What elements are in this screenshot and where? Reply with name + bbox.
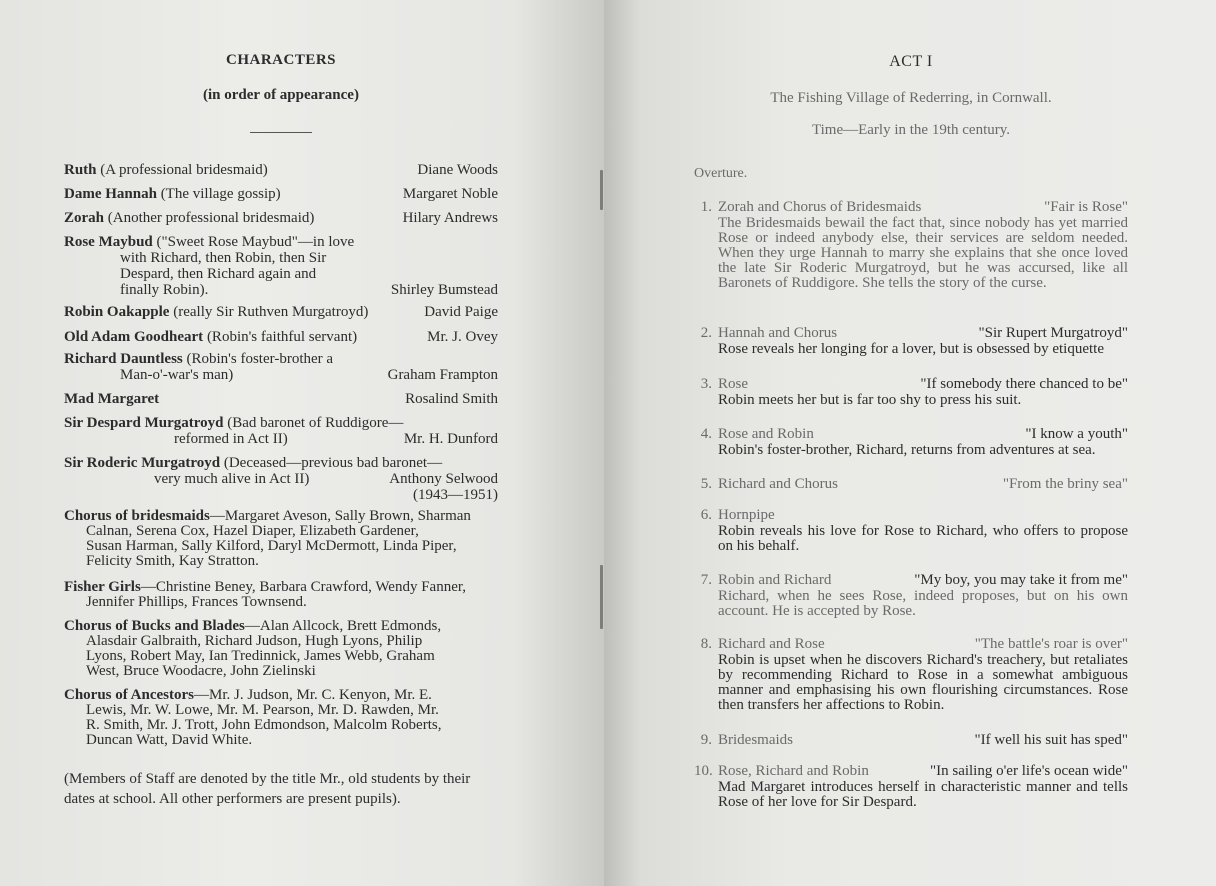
left-page (0, 0, 604, 886)
chorus-line: Duncan Watt, David White. (86, 732, 253, 748)
act-setting: The Fishing Village of Rederring, in Cornwall. (770, 90, 1052, 106)
chorus-line: R. Smith, Mr. J. Trott, John Edmondson, Malcolm Roberts, (86, 717, 442, 733)
actor-name: Graham Frampton (387, 367, 498, 383)
chorus-ancestors (64, 688, 498, 748)
actor-name: Hilary Andrews (402, 210, 498, 226)
number-performers: Rose (718, 376, 748, 392)
chorus-bucks-blades (64, 619, 498, 679)
role-zorah (64, 210, 498, 226)
number-performers: Rose, Richard and Robin (718, 763, 869, 779)
number-index: 7. (700, 572, 712, 588)
role-desc: (Another professional bridesmaid) (104, 210, 315, 226)
number-synopsis: Richard, when he sees Rose, indeed proposes, but on his own account. He is accepted by Rose. (718, 588, 1128, 619)
role-sir-roderic (64, 455, 498, 503)
role-name: Rose Maybud (64, 234, 153, 250)
role-robin-oakapple (64, 304, 498, 320)
chorus-line: Calnan, Serena Cox, Hazel Diaper, Elizabeth Gardener, (86, 523, 419, 539)
chorus-line: —Margaret Aveson, Sally Brown, Sharman (209, 508, 471, 524)
role-desc-cont: with Richard, then Robin, then Sir (120, 250, 327, 266)
number-song: "Sir Rupert Murgatroyd" (978, 325, 1128, 341)
number-index: 3. (700, 376, 712, 392)
role-name: Old Adam Goodheart (64, 329, 204, 345)
role-desc-cont: Man-o'-war's man) (120, 367, 234, 383)
number-synopsis: The Bridesmaids bewail the fact that, since nobody has yet married Rose or indeed anybody else, their services are seldom needed. When they urge Hannah to marry she explains that she once loved the late Sir Roderic Murgatroyd, but he was accursed, like all Baronets of Ruddigore. She tells the story of the curse. (718, 215, 1128, 291)
number-synopsis: Mad Margaret introduces herself in characteristic manner and tells Rose of her love for Sir Despard. (718, 779, 1128, 810)
chorus-line: Alasdair Galbraith, Richard Judson, Hugh Lyons, Philip (86, 633, 423, 649)
number-index: 2. (700, 325, 712, 341)
actor-name: Anthony Selwood (389, 471, 498, 487)
number-song: "If somebody there chanced to be" (920, 376, 1128, 392)
role-ruth (64, 162, 498, 178)
chorus-line: Jennifer Phillips, Frances Townsend. (86, 594, 307, 610)
role-name: Mad Margaret (64, 391, 160, 407)
role-name: Robin Oakapple (64, 304, 170, 320)
role-old-adam (64, 329, 498, 345)
role-desc-cont: Despard, then Richard again and (120, 266, 317, 282)
staff-note: (Members of Staff are denoted by the title Mr., old students by their dates at school. All other performers are present pupils). (64, 771, 471, 807)
act-title: ACT I (889, 53, 933, 70)
role-dame-hannah (64, 186, 498, 202)
chorus-line: Felicity Smith, Kay Stratton. (86, 553, 259, 569)
chorus-line: Lewis, Mr. W. Lowe, Mr. M. Pearson, Mr. D. Rawden, Mr. (86, 702, 439, 718)
number-index: 1. (700, 199, 712, 215)
chorus-name: Chorus of bridesmaids (64, 508, 210, 524)
chorus-bridesmaids (64, 509, 498, 569)
chorus-line: Lyons, Robert May, Ian Tredinnick, James Webb, Graham (86, 648, 435, 664)
overture-label: Overture. (694, 166, 748, 181)
act-time: Time—Early in the 19th century. (811, 122, 1011, 138)
role-desc: (The village gossip) (156, 186, 281, 202)
number-song: "From the briny sea" (1002, 476, 1128, 492)
role-name: Dame Hannah (64, 186, 157, 202)
number-index: 10. (694, 763, 713, 779)
chorus-line: Susan Harman, Sally Kilford, Daryl McDermott, Linda Piper, (86, 538, 457, 554)
actor-name: Margaret Noble (402, 186, 498, 202)
role-mad-margaret (64, 391, 498, 407)
role-desc: (Deceased—previous bad baronet— (220, 455, 443, 471)
role-desc: (A professional bridesmaid) (96, 162, 268, 178)
role-desc: (Robin's faithful servant) (203, 329, 358, 345)
actor-name: Diane Woods (417, 162, 498, 178)
number-song: "In sailing o'er life's ocean wide" (929, 763, 1128, 779)
role-desc-cont: reformed in Act II) (174, 431, 288, 447)
number-song: "The battle's roar is over" (974, 636, 1128, 652)
role-name: Sir Roderic Murgatroyd (64, 455, 221, 471)
role-desc: (really Sir Ruthven Murgatroyd) (169, 304, 369, 320)
chorus-name: Chorus of Bucks and Blades (64, 618, 245, 634)
actor-name: Shirley Bumstead (390, 282, 498, 298)
number-performers: Bridesmaids (718, 732, 793, 748)
number-song: "Fair is Rose" (1044, 199, 1128, 215)
number-synopsis: Rose reveals her longing for a lover, but is obsessed by etiquette (718, 341, 1104, 357)
staple-bottom (600, 565, 603, 629)
number-performers: Richard and Chorus (718, 476, 838, 492)
number-performers: Robin and Richard (718, 572, 832, 588)
chorus-line: West, Bruce Woodacre, John Zielinski (86, 663, 316, 679)
number-synopsis: Robin meets her but is far too shy to press his suit. (718, 392, 1022, 408)
characters-subtitle: (in order of appearance) (203, 87, 359, 103)
chorus-name: Fisher Girls (64, 579, 141, 595)
number-performers: Rose and Robin (718, 426, 814, 442)
role-desc-cont: finally Robin). (120, 282, 209, 298)
right-page (604, 0, 1216, 886)
number-synopsis: Robin is upset when he discovers Richard's treachery, but retaliates by recommending Richard to Rose in a somewhat ambiguous manner and emphasising his own flourishing circumstances. Rose then transfers her affections to Robin. (718, 652, 1128, 713)
actor-name: Mr. H. Dunford (403, 431, 498, 447)
role-desc: (Robin's foster-brother a (182, 351, 334, 367)
number-index: 6. (700, 507, 712, 523)
number-song: "If well his suit has sped" (974, 732, 1128, 748)
number-index: 9. (700, 732, 712, 748)
chorus-name: Chorus of Ancestors (64, 687, 194, 703)
number-index: 8. (700, 636, 712, 652)
characters-title: CHARACTERS (225, 52, 336, 68)
role-name: Richard Dauntless (64, 351, 183, 367)
staple-top (600, 170, 603, 210)
role-desc: ("Sweet Rose Maybud"—in love (152, 234, 355, 250)
number-synopsis: Robin reveals his love for Rose to Richard, who offers to propose on his behalf. (718, 523, 1128, 554)
actor-name: Mr. J. Ovey (427, 329, 498, 345)
role-name: Ruth (64, 162, 97, 178)
number-synopsis: Robin's foster-brother, Richard, returns from adventures at sea. (718, 442, 1096, 458)
actor-name: David Paige (424, 304, 498, 320)
role-name: Zorah (64, 210, 105, 226)
chorus-line: —Christine Beney, Barbara Crawford, Wendy Fanner, (140, 579, 467, 595)
chorus-fisher-girls (64, 580, 498, 610)
number-performers: Richard and Rose (718, 636, 825, 652)
actor-dates: (1943—1951) (413, 487, 498, 503)
chorus-line: —Alan Allcock, Brett Edmonds, (244, 618, 442, 634)
number-index: 5. (700, 476, 712, 492)
number-index: 4. (700, 426, 712, 442)
role-desc: (Bad baronet of Ruddigore— (223, 415, 404, 431)
divider (250, 132, 312, 133)
role-rose-maybud (64, 234, 498, 298)
role-name: Sir Despard Murgatroyd (64, 415, 224, 431)
actor-name: Rosalind Smith (405, 391, 498, 407)
role-sir-despard (64, 415, 498, 447)
role-desc-cont: very much alive in Act II) (154, 471, 310, 487)
number-performers: Hannah and Chorus (718, 325, 838, 341)
number-performers: Zorah and Chorus of Bridesmaids (718, 199, 922, 215)
number-performers: Hornpipe (718, 507, 775, 523)
role-richard-dauntless (64, 351, 498, 383)
number-song: "I know a youth" (1025, 426, 1128, 442)
number-song: "My boy, you may take it from me" (914, 572, 1128, 588)
chorus-line: —Mr. J. Judson, Mr. C. Kenyon, Mr. E. (194, 687, 432, 703)
